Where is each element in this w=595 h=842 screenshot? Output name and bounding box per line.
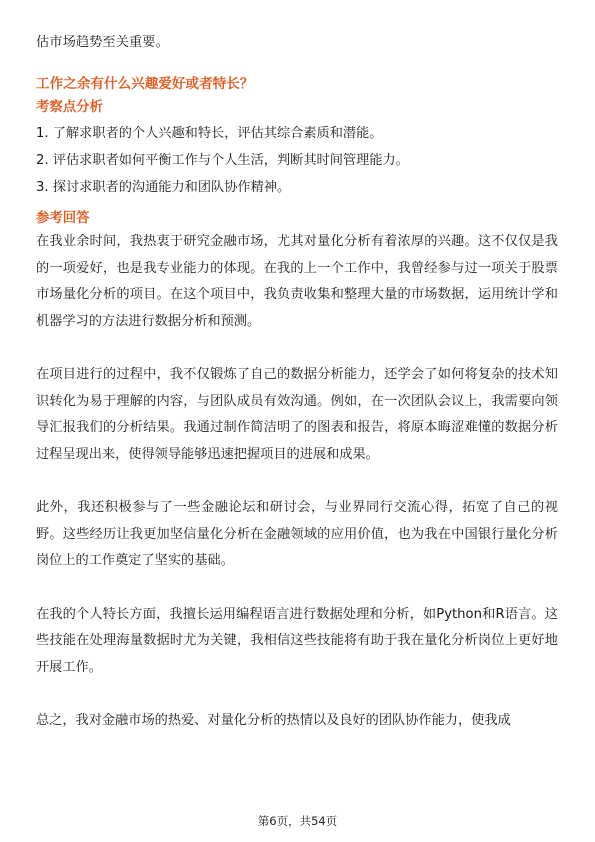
answer-paragraph: 在我业余时间，我热衷于研究金融市场，尤其对量化分析有着浓厚的兴趣。这不仅仅是我的一项爱好，也是我专业能力的体现。在我的上一个工作中，我曾经参与过一项关于股票市场量化分析的项目。在这个项目中，我负责收集和整理大量的市场数据，运用统计学和机器学习的方法进行数据分析和预测。 (36, 234, 558, 329)
analysis-points-list (36, 120, 558, 201)
interview-question: 工作之余有什么兴趣爱好或者特长？ (36, 76, 254, 92)
analysis-heading: 考察点分析 (36, 100, 103, 115)
lead-line: 估市场趋势至关重要。 (36, 35, 169, 50)
answer-heading: 参考回答 (36, 211, 90, 226)
analysis-point: 1. 了解求职者的个人兴趣和特长，评估其综合素质和潜能。 (36, 126, 383, 141)
answer-paragraph: 在项目进行的过程中，我不仅锻炼了自己的数据分析能力，还学会了如何将复杂的技术知识转化为易于理解的内容，与团队成员有效沟通。例如，在一次团队会议上，我需要向领导汇报我们的分析结果。我通过制作简洁明了的图表和报告，将原本晦涩难懂的数据分析过程呈现出来，使得领导能够迅速把握项目的进展和成果。 (36, 367, 558, 462)
analysis-point: 2. 评估求职者如何平衡工作与个人生活，判断其时间管理能力。 (36, 153, 409, 168)
answer-paragraph: 此外，我还积极参与了一些金融论坛和研讨会，与业界同行交流心得，拓宽了自己的视野。这些经历让我更加坚信量化分析在金融领域的应用价值，也为我在中国银行量化分析岗位上的工作奠定了坚实的基础。 (36, 500, 558, 568)
page-content (36, 30, 558, 762)
answer-paragraph: 在我的个人特长方面，我擅长运用编程语言进行数据处理和分析，如Python和R语言。这些技能在处理海量数据时尤为关键，我相信这些技能将有助于我在量化分析岗位上更好地开展工作。 (36, 606, 558, 675)
answer-paragraph: 总之，我对金融市场的热爱、对量化分析的热情以及良好的团队协作能力，使我成 (36, 713, 511, 728)
page-footer: 第6页，共54页 (257, 814, 338, 828)
analysis-point: 3. 探讨求职者的沟通能力和团队协作精神。 (36, 180, 291, 195)
